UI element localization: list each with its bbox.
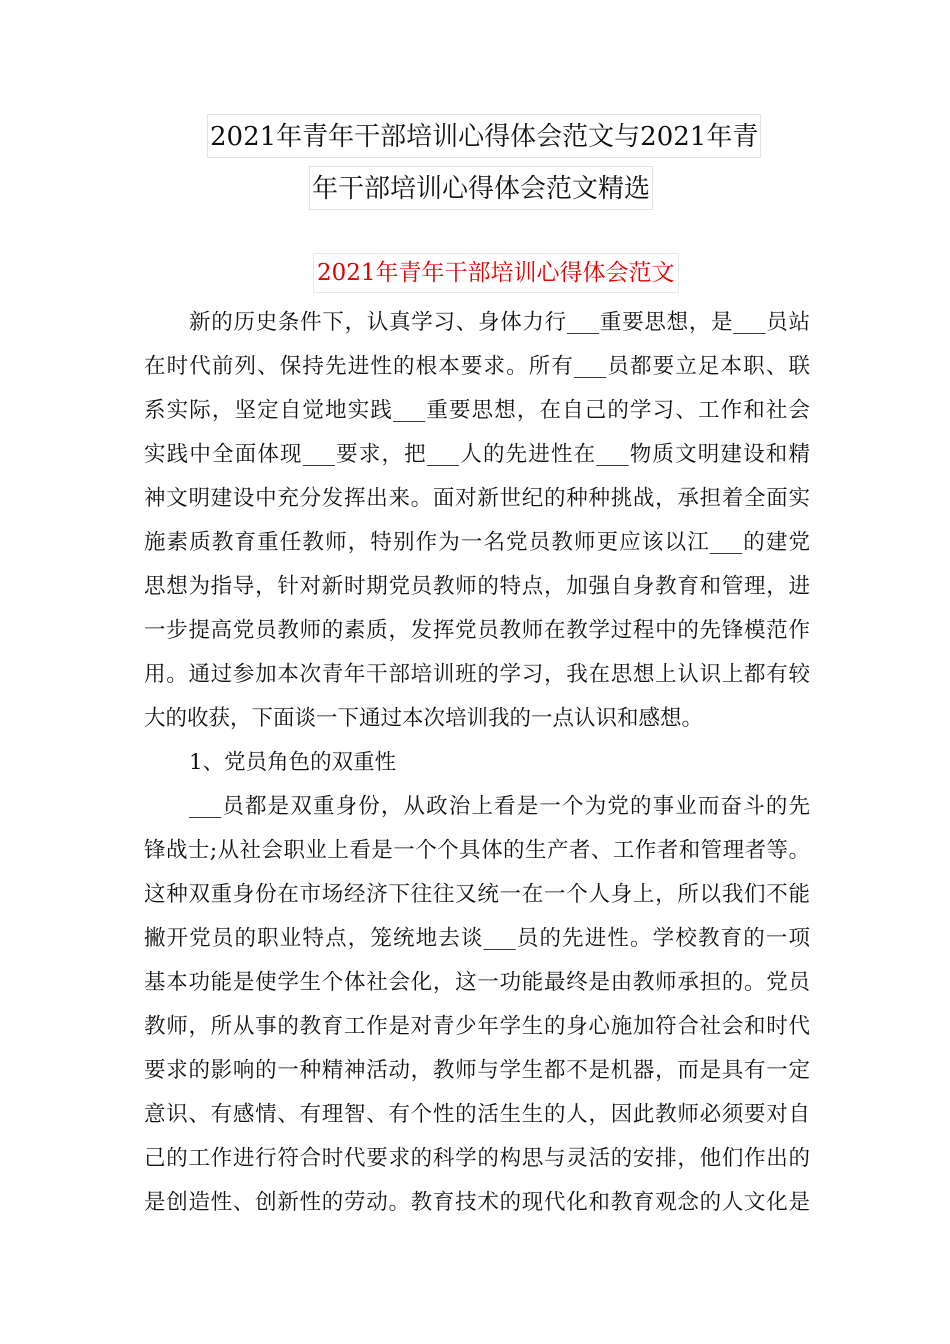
section-heading: 1、党员角色的双重性 (189, 750, 397, 775)
paragraph-line: 撇开党员的职业特点，笼统地去谈___员的先进性。学校教育的一项 (144, 926, 810, 951)
section-title: 2021年青年干部培训心得体会范文 (313, 253, 679, 293)
paragraph-line: 意识、有感情、有理智、有个性的活生生的人，因此教师必须要对自 (144, 1102, 810, 1127)
paragraph-line: 己的工作进行符合时代要求的科学的构思与灵活的安排，他们作出的 (144, 1146, 810, 1171)
document-title-line-1: 2021年青年干部培训心得体会范文与2021年青 (207, 114, 761, 158)
paragraph-line: 实践中全面体现___要求，把___人的先进性在___物质文明建设和精 (144, 442, 810, 467)
paragraph-line: 教师，所从事的教育工作是对青少年学生的身心施加符合社会和时代 (144, 1014, 810, 1039)
paragraph-line: 一步提高党员教师的素质，发挥党员教师在教学过程中的先锋模范作 (144, 618, 810, 643)
paragraph-line: 在时代前列、保持先进性的根本要求。所有___员都要立足本职、联 (144, 354, 810, 379)
paragraph-line: 神文明建设中充分发挥出来。面对新世纪的种种挑战，承担着全面实 (144, 486, 810, 511)
paragraph-line: 锋战士;从社会职业上看是一个个具体的生产者、工作者和管理者等。 (144, 838, 810, 863)
document-title-line-2: 年干部培训心得体会范文精选 (309, 166, 653, 210)
paragraph-line: 基本功能是使学生个体社会化，这一功能最终是由教师承担的。党员 (144, 970, 810, 995)
paragraph-line: 新的历史条件下，认真学习、身体力行___重要思想，是___员站 (189, 310, 810, 335)
paragraph-line: 是创造性、创新性的劳动。教育技术的现代化和教育观念的人文化是 (144, 1190, 810, 1215)
paragraph-line: 施素质教育重任教师，特别作为一名党员教师更应该以江___的建党 (144, 530, 810, 555)
body-text (144, 301, 810, 1225)
paragraph-line: 这种双重身份在市场经济下往往又统一在一个人身上，所以我们不能 (144, 882, 810, 907)
paragraph-line: 思想为指导，针对新时期党员教师的特点，加强自身教育和管理，进 (144, 574, 810, 599)
paragraph-line: ___员都是双重身份，从政治上看是一个为党的事业而奋斗的先 (189, 794, 810, 819)
paragraph-line: 要求的影响的一种精神活动，教师与学生都不是机器，而是具有一定 (144, 1058, 810, 1083)
paragraph-line: 系实际，坚定自觉地实践___重要思想，在自己的学习、工作和社会 (144, 398, 810, 423)
paragraph-line: 用。通过参加本次青年干部培训班的学习，我在思想上认识上都有较 (144, 662, 810, 687)
paragraph-line: 大的收获，下面谈一下通过本次培训我的一点认识和感想。 (144, 706, 704, 731)
